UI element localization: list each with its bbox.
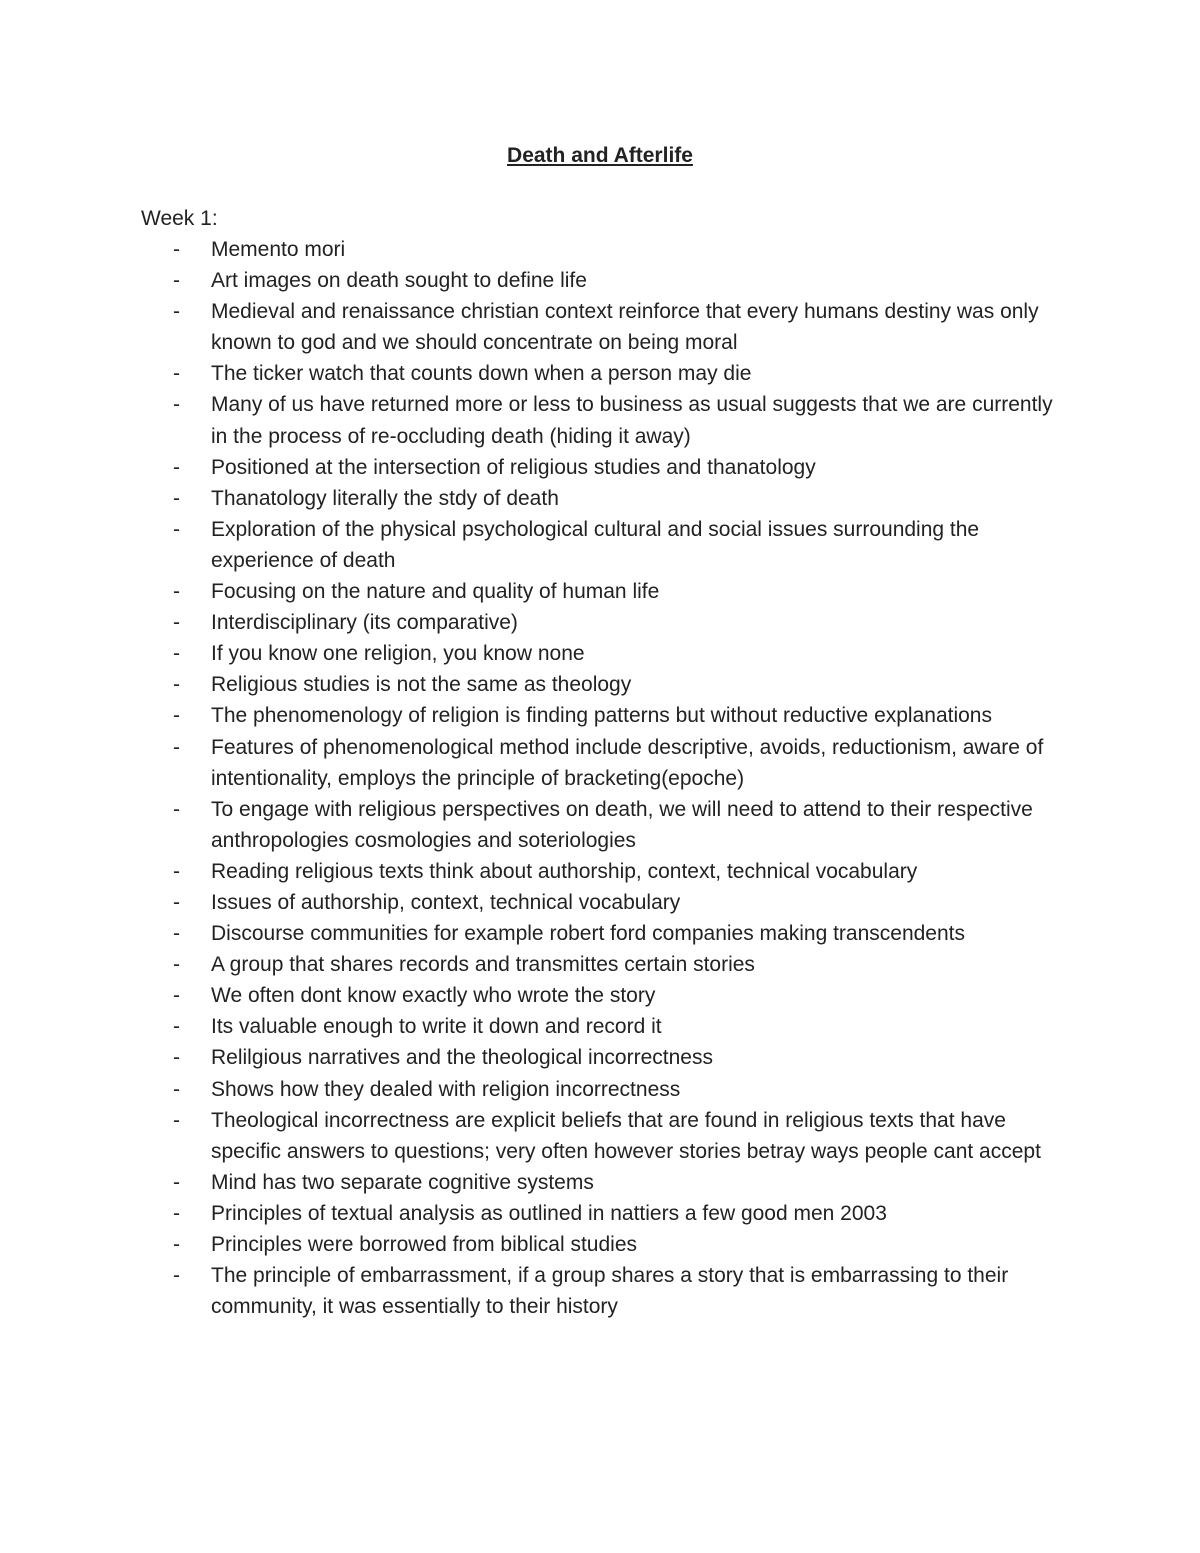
list-item	[141, 918, 1071, 949]
bullet-dash: -	[173, 362, 180, 386]
list-item	[141, 265, 1071, 296]
bullet-dash: -	[173, 735, 180, 759]
list-item	[141, 1011, 1071, 1042]
bullet-dash: -	[173, 1015, 180, 1039]
list-item	[141, 700, 1071, 731]
bullet-dash: -	[173, 393, 180, 417]
list-item	[141, 638, 1071, 669]
bullet-dash: -	[173, 1170, 180, 1194]
bullet-dash: -	[173, 269, 180, 293]
list-item	[141, 1105, 1071, 1167]
notes-list	[141, 234, 1071, 1322]
list-item-text: Memento mori	[211, 238, 346, 261]
list-item-text: To engage with religious perspectives on death, we will need to attend to their respective anthropologies cosmologies and soteriologies	[211, 797, 1033, 852]
list-item-text: Art images on death sought to define life	[211, 269, 587, 293]
list-item	[141, 234, 1071, 265]
list-item	[141, 576, 1071, 607]
bullet-dash: -	[173, 859, 180, 883]
bullet-dash: -	[173, 611, 180, 635]
list-item	[141, 1229, 1071, 1260]
list-item-text: The phenomenology of religion is finding patterns but without reductive explanations	[211, 704, 992, 728]
bullet-dash: -	[173, 673, 180, 697]
list-item-text: Theological incorrectness are explicit beliefs that are found in religious texts that have specific answers to questions; very often however stories betray ways people cant accept	[211, 1108, 1041, 1163]
list-item-text: Its valuable enough to write it down and record it	[211, 1015, 662, 1039]
section-label: Week 1:	[141, 207, 218, 230]
bullet-dash: -	[173, 642, 180, 666]
bullet-dash: -	[173, 797, 180, 821]
list-item	[141, 1198, 1071, 1229]
bullet-dash: -	[173, 1233, 180, 1256]
bullet-dash: -	[173, 1201, 180, 1225]
list-item	[141, 887, 1071, 918]
bullet-dash: -	[173, 238, 180, 261]
list-item-text: Principles were borrowed from biblical studies	[211, 1233, 638, 1256]
list-item	[141, 669, 1071, 700]
list-item	[141, 1260, 1071, 1322]
bullet-dash: -	[173, 580, 180, 604]
bullet-dash: -	[173, 1046, 180, 1070]
bullet-dash: -	[173, 953, 180, 977]
bullet-dash: -	[173, 1264, 180, 1288]
list-item-text: Positioned at the intersection of religious studies and thanatology	[211, 455, 816, 479]
list-item-text: Reading religious texts think about authorship, context, technical vocabulary	[211, 859, 918, 883]
list-item	[141, 389, 1071, 451]
list-item-text: The ticker watch that counts down when a person may die	[211, 362, 752, 386]
list-item-text: Many of us have returned more or less to business as usual suggests that we are currently in the process of re-occluding death (hiding it away)	[211, 393, 1053, 448]
bullet-dash: -	[173, 517, 180, 541]
list-item	[141, 607, 1071, 638]
list-item-text: The principle of embarrassment, if a group shares a story that is embarrassing to their community, it was essentially to their history	[211, 1264, 1009, 1319]
bullet-dash: -	[173, 984, 180, 1008]
bullet-dash: -	[173, 1077, 180, 1101]
list-item	[141, 949, 1071, 980]
document-title: Death and Afterlife	[507, 144, 693, 167]
list-item-text: We often dont know exactly who wrote the story	[211, 984, 656, 1008]
list-item	[141, 1167, 1071, 1198]
bullet-dash: -	[173, 922, 180, 946]
list-item-text: Principles of textual analysis as outlined in nattiers a few good men 2003	[211, 1201, 887, 1225]
list-item-text: Relilgious narratives and the theological incorrectness	[211, 1046, 713, 1070]
bullet-dash: -	[173, 455, 180, 479]
list-item	[141, 732, 1071, 794]
list-item-text: Discourse communities for example robert ford companies making transcendents	[211, 922, 966, 946]
list-item-text: Interdisciplinary (its comparative)	[211, 611, 518, 635]
list-item-text: If you know one religion, you know none	[211, 642, 585, 666]
list-item-text: Focusing on the nature and quality of human life	[211, 580, 660, 604]
bullet-dash: -	[173, 486, 180, 510]
list-item-text: Mind has two separate cognitive systems	[211, 1170, 594, 1194]
list-item	[141, 452, 1071, 483]
list-item	[141, 980, 1071, 1011]
bullet-dash: -	[173, 890, 180, 914]
bullet-dash: -	[173, 1108, 180, 1132]
list-item-text: Issues of authorship, context, technical vocabulary	[211, 890, 681, 914]
list-item-text: Features of phenomenological method include descriptive, avoids, reductionism, aware of intentionality, employs the principle of bracketing(epoche)	[211, 735, 1044, 790]
list-item	[141, 1042, 1071, 1073]
list-item-text: Thanatology literally the stdy of death	[211, 486, 559, 510]
list-item	[141, 856, 1071, 887]
list-item	[141, 514, 1071, 576]
list-item	[141, 1074, 1071, 1105]
list-item	[141, 483, 1071, 514]
list-item	[141, 296, 1071, 358]
list-item	[141, 358, 1071, 389]
list-item-text: Exploration of the physical psychological cultural and social issues surrounding the experience of death	[211, 517, 980, 572]
bullet-dash: -	[173, 300, 180, 324]
list-item-text: A group that shares records and transmittes certain stories	[211, 953, 755, 977]
list-item-text: Religious studies is not the same as theology	[211, 673, 632, 697]
list-item	[141, 794, 1071, 856]
list-item-text: Medieval and renaissance christian context reinforce that every humans destiny was only known to god and we should concentrate on being moral	[211, 300, 1039, 355]
bullet-dash: -	[173, 704, 180, 728]
list-item-text: Shows how they dealed with religion incorrectness	[211, 1077, 681, 1101]
